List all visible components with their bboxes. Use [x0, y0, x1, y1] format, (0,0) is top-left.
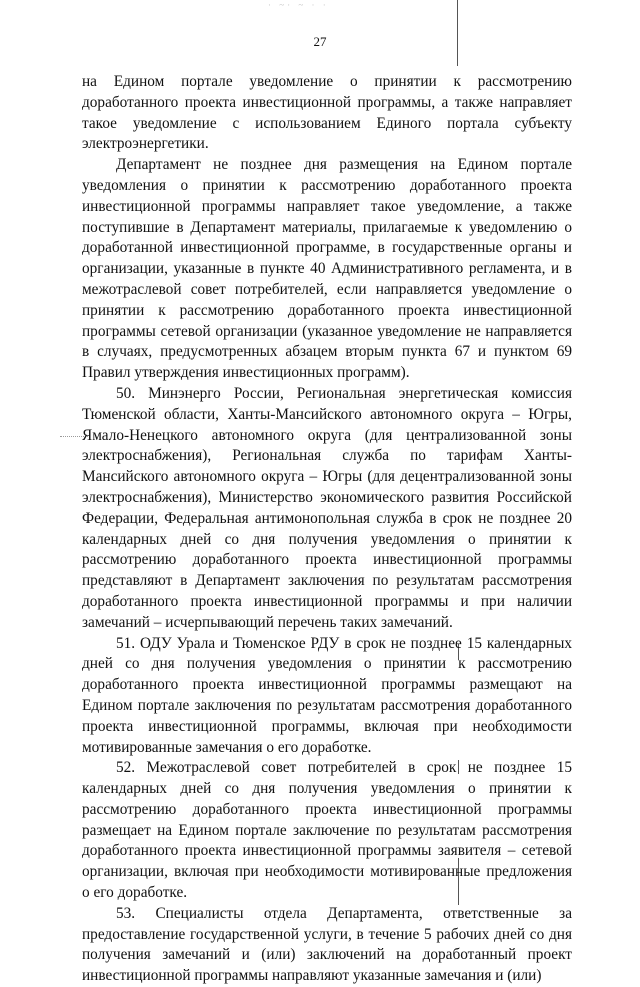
scan-artifact: · ~· ~ · ·: [268, 0, 329, 10]
paragraph-51: 51. ОДУ Урала и Тюменское РДУ в срок не позднее 15 календарных дней со дня получения уведомления о принятии к рассмотрению доработанного проекта инвестиционной программы размещают на Едином портале заключения по результатам рассмотрения доработанного проекта инвестиционной программы, включая при необходимости мотивированные замечания о его доработке.: [82, 634, 572, 756]
paragraph-continuation: на Едином портале уведомление о принятии к рассмотрению доработанного проекта инвестиционной программы, а также направляет такое уведомление с использованием Единого портала субъекту электроэнергетики.: [82, 73, 572, 153]
page-number: 27: [313, 34, 327, 49]
scan-line-top: [457, 0, 458, 66]
paragraph-department-notice: Департамент не позднее дня размещения на Едином портале уведомления о принятии к рассмотрению доработанного проекта инвестиционной программы направляет такое уведомление, а также поступившие в Департамент материалы, прилагаемые к уведомлению о доработанной инвестиционной программе, в государственные органы и организации, указанные в пункте 40 Административного регламента, и в межотраслевой совет потребителей, если направляется уведомление о принятии к рассмотрению доработанного проекта инвестиционной программы сетевой организации (указанное уведомление не направляется в случаях, предусмотренных абзацем вторым пункта 67 и пунктом 69 Правил утверждения инвестиционных программ).: [82, 156, 572, 382]
document-body: [82, 72, 572, 987]
paragraph-50: 50. Минэнерго России, Региональная энергетическая комиссия Тюменской области, Ханты-Мансийского автономного округа – Югры, Ямало-Ненецкого автономного округа (для централизованной зоны электроснабжения), Региональная служба по тарифам Ханты-Мансийского автономного округа – Югры (для децентрализованной зоны электроснабжения), Министерство экономического развития Российской Федерации, Федеральная антимонопольная служба в срок не позднее 20 календарных дней со дня получения уведомления о принятии к рассмотрению доработанного проекта инвестиционной программы представляют в Департамент заключения по результатам рассмотрения доработанного проекта инвестиционной программы и при наличии замечаний – исчерпывающий перечень таких замечаний.: [82, 384, 572, 631]
paragraph-52: 52. Межотраслевой совет потребителей в срок не позднее 15 календарных дней со дня получения уведомления о принятии к рассмотрению доработанного проекта инвестиционной программы размещает на Едином портале заключение по результатам рассмотрения доработанного проекта инвестиционной программы заявителя – сетевой организации, включая при необходимости мотивированные предложения о его доработке.: [82, 759, 572, 902]
paragraph-53: 53. Специалисты отдела Департамента, ответственные за предоставление государственной услуги, в течение 5 рабочих дней со дня получения замечаний и (или) заключений на доработанный проект инвестиционной программы направляют указанные замечания и (или): [82, 904, 572, 985]
